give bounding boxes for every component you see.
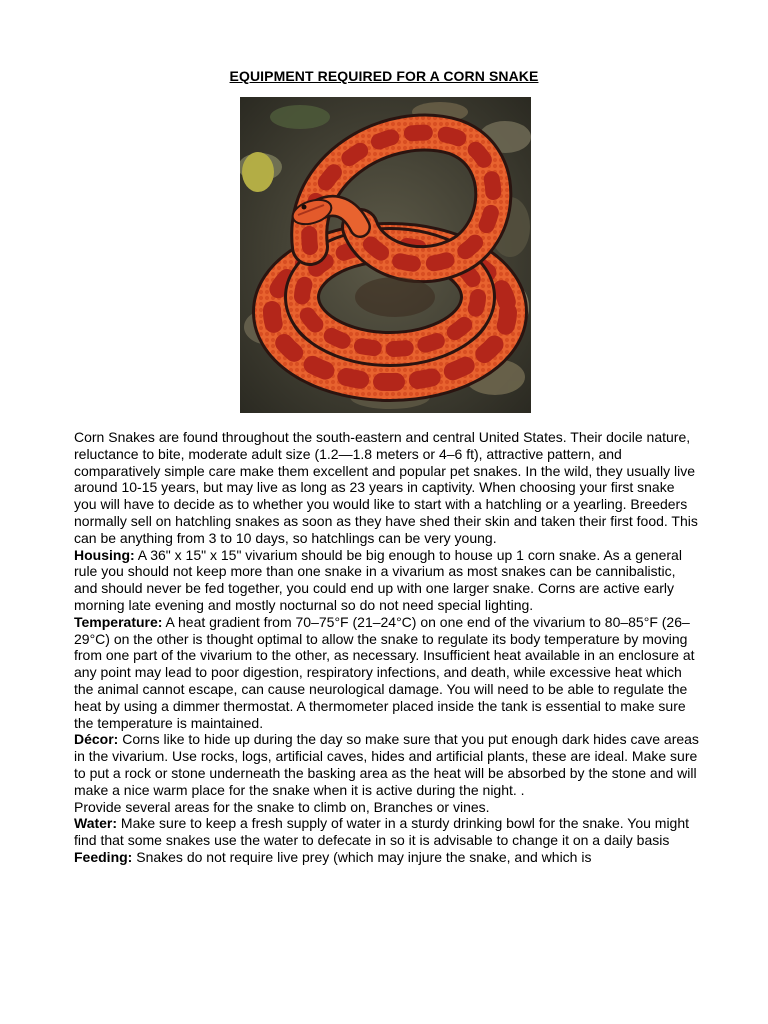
housing-text: A 36" x 15" x 15" vivarium should be big enough to house up 1 corn snake. As a general rule you should not keep more than one snake in a vivarium as most snakes can be cannibalistic, and should never be fed together, you could end up with one larger snake. Corns are active early morning late evening and mostly nocturnal so do not need special lighting. [74, 546, 682, 613]
temperature-text: A heat gradient from 70–75°F (21–24°C) on one end of the vivarium to 80–85°F (26–29°C) on the other is thought optimal to allow the snake to regulate its body temperature by moving from one part of the vivarium to the other, as necessary. Insufficient heat available in an enclosure at any point may lead to poor digestion, respiratory infections, and death, while excessive heat which the animal cannot escape, can cause neurological damage. You will need to be able to regulate the heat by using a dimmer thermostat. A thermometer placed inside the tank is essential to make sure the temperature is maintained. [74, 613, 695, 731]
housing-label: Housing: [74, 546, 135, 563]
decor-section [74, 731, 700, 798]
housing-section [74, 547, 700, 614]
decor-text: Corns like to hide up during the day so make sure that you put enough dark hides cave areas in the vivarium. Use rocks, logs, artificial caves, hides and artificial plants, these are ideal. Make sure to put a rock or stone underneath the basking area as the heat will be absorbed by the stone and will make a nice warm place for the snake when it is active during the night. . [74, 731, 699, 798]
decor-extra: Provide several areas for the snake to climb on, Branches or vines. [74, 798, 490, 815]
temperature-label: Temperature: [74, 613, 163, 630]
article-body [74, 429, 700, 866]
water-text: Make sure to keep a fresh supply of water in a sturdy drinking bowl for the snake. You might find that some snakes use the water to defecate in so it is advisable to change it on a daily basis [74, 815, 690, 849]
water-section [74, 815, 700, 849]
corn-snake-photo [240, 97, 531, 413]
page-title: EQUIPMENT REQUIRED FOR A CORN SNAKE [229, 68, 539, 84]
feeding-label: Feeding: [74, 848, 133, 865]
water-label: Water: [74, 815, 118, 832]
intro-paragraph: Corn Snakes are found throughout the south-eastern and central United States. Their docile nature, reluctance to bite, moderate adult size (1.2—1.8 meters or 4–6 ft), attractive pattern, and comparatively simple care make them excellent and popular pet snakes. In the wild, they usually live around 10-15 years, but may live as long as 23 years in captivity. When choosing your first snake you will have to decide as to whether you would like to start with a hatchling or a yearling. Breeders normally sell on hatchling snakes as soon as they have shed their skin and taken their first food. This can be anything from 3 to 10 days, so hatchlings can be very young. [74, 429, 698, 546]
decor-label: Décor: [74, 731, 119, 748]
temperature-section [74, 614, 700, 732]
feeding-text: Snakes do not require live prey (which may injure the snake, and which is [132, 848, 592, 865]
feeding-section [74, 849, 700, 866]
